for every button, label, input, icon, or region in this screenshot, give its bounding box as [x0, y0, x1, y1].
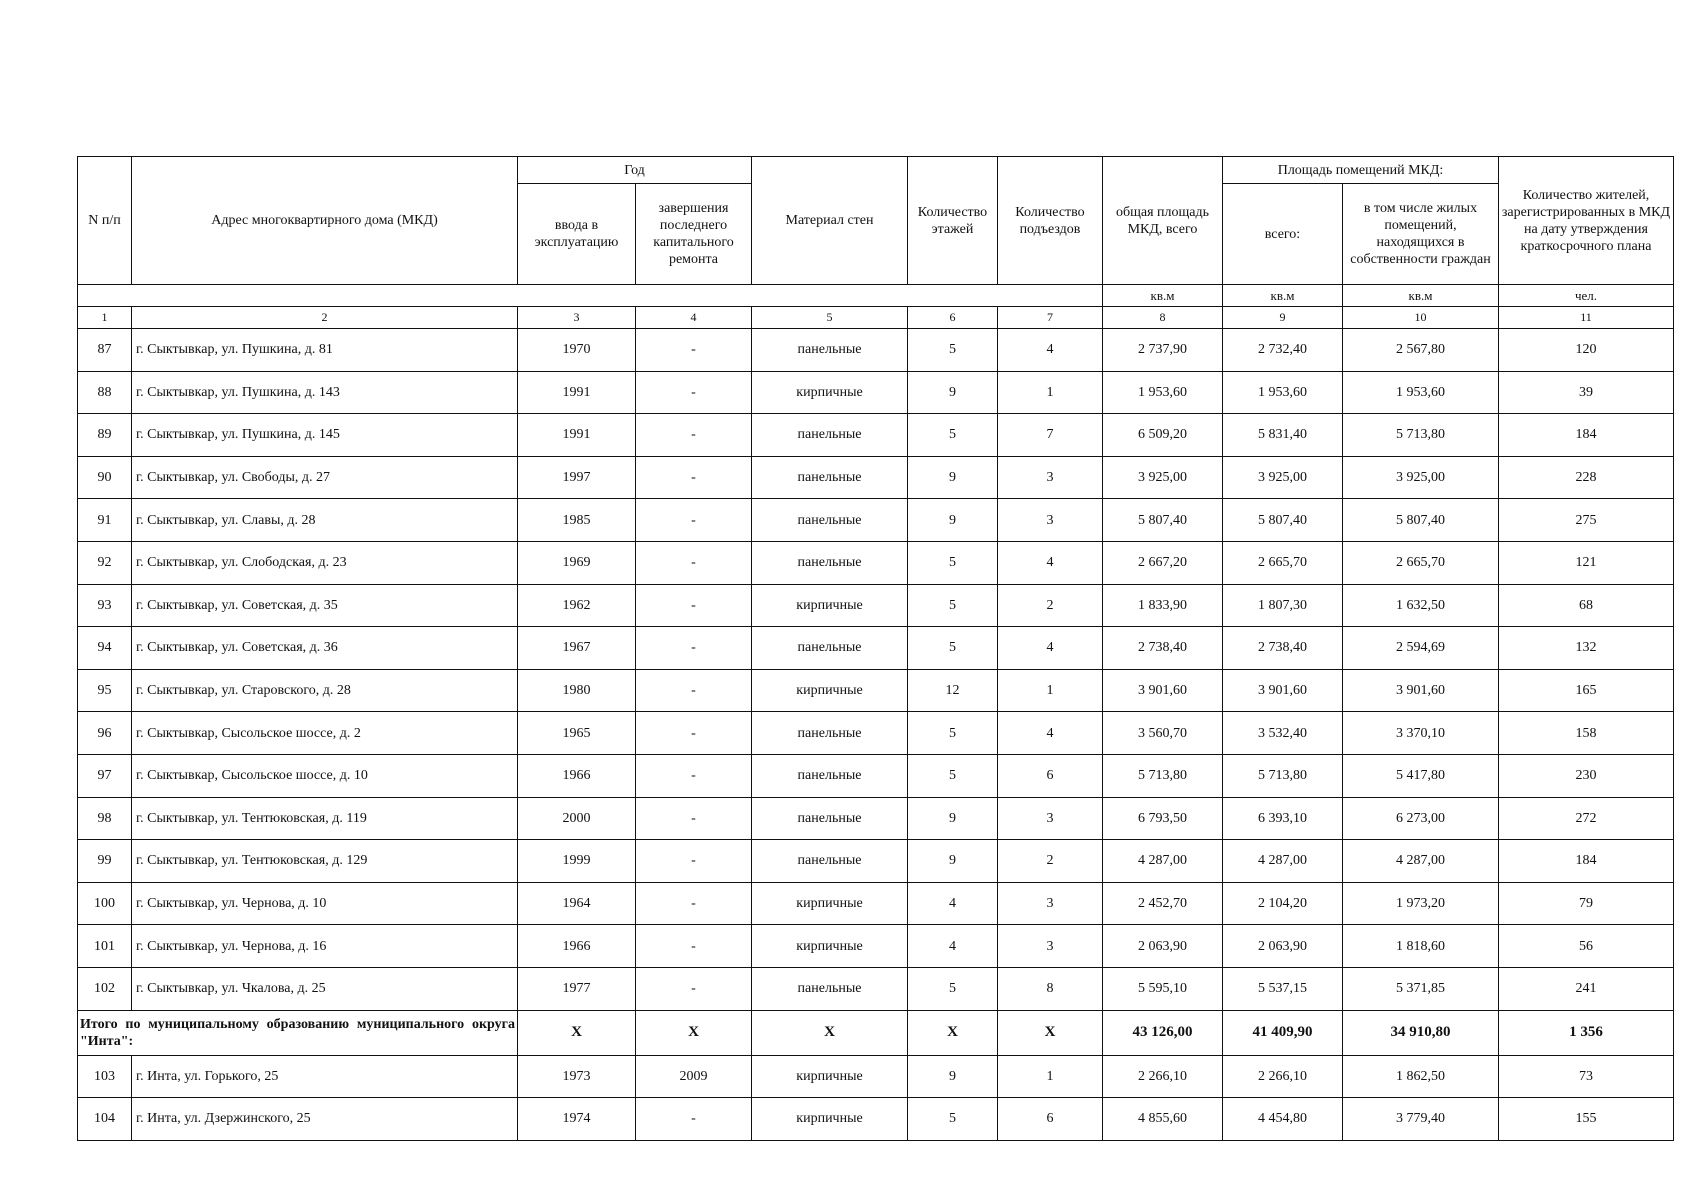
- cell-address: г. Сыктывкар, ул. Советская, д. 35: [132, 584, 518, 627]
- cell-address: г. Сыктывкар, ул. Пушкина, д. 143: [132, 371, 518, 414]
- cell-floors: 4: [908, 925, 998, 968]
- cell-wall-material: кирпичные: [752, 371, 908, 414]
- column-number: 1: [78, 307, 132, 329]
- cell-floors: 9: [908, 371, 998, 414]
- total-value: 34 910,80: [1343, 1010, 1499, 1055]
- cell-entrances: 1: [998, 371, 1103, 414]
- cell-year-repair: -: [636, 456, 752, 499]
- cell-entrances: 3: [998, 797, 1103, 840]
- cell-year-commission: 1965: [518, 712, 636, 755]
- cell-year-commission: 1970: [518, 329, 636, 372]
- cell-year-repair: -: [636, 925, 752, 968]
- cell-premises-living: 3 779,40: [1343, 1098, 1499, 1141]
- cell-wall-material: кирпичные: [752, 925, 908, 968]
- header-entrances: Количество подъездов: [998, 157, 1103, 285]
- cell-total-area: 2 667,20: [1103, 541, 1223, 584]
- cell-premises-living: 1 818,60: [1343, 925, 1499, 968]
- cell-address: г. Сыктывкар, ул. Старовского, д. 28: [132, 669, 518, 712]
- cell-premises-total: 5 831,40: [1223, 414, 1343, 457]
- cell-residents: 39: [1499, 371, 1674, 414]
- cell-entrances: 1: [998, 669, 1103, 712]
- cell-num: 89: [78, 414, 132, 457]
- cell-premises-total: 1 807,30: [1223, 584, 1343, 627]
- cell-total-area: 4 855,60: [1103, 1098, 1223, 1141]
- cell-residents: 272: [1499, 797, 1674, 840]
- table-row: [78, 840, 1674, 883]
- cell-address: г. Сыктывкар, ул. Тентюковская, д. 119: [132, 797, 518, 840]
- header-residents: Количество жителей, зарегистрированных в МКД на дату утверждения краткосрочного плана: [1499, 157, 1674, 285]
- cell-wall-material: панельные: [752, 967, 908, 1010]
- cell-year-repair: -: [636, 797, 752, 840]
- cell-premises-total: 5 713,80: [1223, 754, 1343, 797]
- cell-wall-material: панельные: [752, 797, 908, 840]
- cell-num: 96: [78, 712, 132, 755]
- cell-address: г. Сыктывкар, ул. Славы, д. 28: [132, 499, 518, 542]
- table-row: [78, 967, 1674, 1010]
- cell-year-commission: 1962: [518, 584, 636, 627]
- cell-residents: 230: [1499, 754, 1674, 797]
- cell-num: 93: [78, 584, 132, 627]
- table-row: [78, 371, 1674, 414]
- cell-entrances: 4: [998, 627, 1103, 670]
- cell-total-area: 2 063,90: [1103, 925, 1223, 968]
- cell-year-repair: -: [636, 499, 752, 542]
- header-total-area: общая площадь МКД, всего: [1103, 157, 1223, 285]
- cell-num: 92: [78, 541, 132, 584]
- cell-premises-living: 3 901,60: [1343, 669, 1499, 712]
- cell-num: 94: [78, 627, 132, 670]
- cell-premises-total: 2 665,70: [1223, 541, 1343, 584]
- cell-residents: 165: [1499, 669, 1674, 712]
- column-number: 11: [1499, 307, 1674, 329]
- cell-year-commission: 1999: [518, 840, 636, 883]
- cell-premises-total: 5 537,15: [1223, 967, 1343, 1010]
- cell-year-commission: 1985: [518, 499, 636, 542]
- cell-year-repair: -: [636, 1098, 752, 1141]
- total-value: 1 356: [1499, 1010, 1674, 1055]
- cell-address: г. Сыктывкар, ул. Пушкина, д. 81: [132, 329, 518, 372]
- cell-year-commission: 1980: [518, 669, 636, 712]
- cell-residents: 158: [1499, 712, 1674, 755]
- cell-entrances: 3: [998, 456, 1103, 499]
- cell-premises-living: 1 632,50: [1343, 584, 1499, 627]
- cell-premises-living: 2 665,70: [1343, 541, 1499, 584]
- cell-year-commission: 1991: [518, 371, 636, 414]
- column-number: 7: [998, 307, 1103, 329]
- column-number: 8: [1103, 307, 1223, 329]
- column-number: 2: [132, 307, 518, 329]
- cell-floors: 9: [908, 499, 998, 542]
- header-premises-group: Площадь помещений МКД:: [1223, 157, 1499, 184]
- cell-floors: 5: [908, 541, 998, 584]
- cell-year-commission: 1966: [518, 754, 636, 797]
- cell-entrances: 7: [998, 414, 1103, 457]
- cell-premises-total: 6 393,10: [1223, 797, 1343, 840]
- cell-entrances: 2: [998, 840, 1103, 883]
- cell-total-area: 4 287,00: [1103, 840, 1223, 883]
- cell-total-area: 3 901,60: [1103, 669, 1223, 712]
- cell-total-area: 6 509,20: [1103, 414, 1223, 457]
- cell-premises-living: 5 713,80: [1343, 414, 1499, 457]
- cell-year-repair: -: [636, 541, 752, 584]
- cell-num: 87: [78, 329, 132, 372]
- cell-wall-material: кирпичные: [752, 1055, 908, 1098]
- total-value: 41 409,90: [1223, 1010, 1343, 1055]
- cell-year-commission: 1997: [518, 456, 636, 499]
- cell-address: г. Сыктывкар, ул. Чкалова, д. 25: [132, 967, 518, 1010]
- cell-premises-total: 1 953,60: [1223, 371, 1343, 414]
- cell-wall-material: кирпичные: [752, 584, 908, 627]
- cell-premises-total: 2 104,20: [1223, 882, 1343, 925]
- cell-total-area: 3 560,70: [1103, 712, 1223, 755]
- column-number: 5: [752, 307, 908, 329]
- cell-total-area: 2 738,40: [1103, 627, 1223, 670]
- cell-total-area: 5 595,10: [1103, 967, 1223, 1010]
- header-address: Адрес многоквартирного дома (МКД): [132, 157, 518, 285]
- cell-floors: 4: [908, 882, 998, 925]
- cell-wall-material: панельные: [752, 456, 908, 499]
- cell-address: г. Сыктывкар, Сысольское шоссе, д. 10: [132, 754, 518, 797]
- cell-premises-living: 3 370,10: [1343, 712, 1499, 755]
- cell-premises-living: 4 287,00: [1343, 840, 1499, 883]
- cell-year-commission: 1973: [518, 1055, 636, 1098]
- table-row: [78, 925, 1674, 968]
- cell-residents: 228: [1499, 456, 1674, 499]
- cell-address: г. Сыктывкар, Сысольское шоссе, д. 2: [132, 712, 518, 755]
- cell-premises-total: 2 266,10: [1223, 1055, 1343, 1098]
- cell-address: г. Сыктывкар, ул. Пушкина, д. 145: [132, 414, 518, 457]
- column-number: 9: [1223, 307, 1343, 329]
- unit-premises-total: кв.м: [1223, 285, 1343, 307]
- table-row: [78, 541, 1674, 584]
- header-year-repair: завершения последнего капитального ремонта: [636, 184, 752, 285]
- cell-residents: 241: [1499, 967, 1674, 1010]
- cell-year-repair: -: [636, 627, 752, 670]
- table-row: [78, 754, 1674, 797]
- cell-premises-living: 5 417,80: [1343, 754, 1499, 797]
- cell-premises-living: 2 567,80: [1343, 329, 1499, 372]
- cell-num: 100: [78, 882, 132, 925]
- cell-premises-living: 1 862,50: [1343, 1055, 1499, 1098]
- total-value: X: [636, 1010, 752, 1055]
- cell-premises-living: 1 973,20: [1343, 882, 1499, 925]
- cell-wall-material: панельные: [752, 329, 908, 372]
- cell-num: 104: [78, 1098, 132, 1141]
- cell-floors: 5: [908, 1098, 998, 1141]
- cell-year-repair: -: [636, 882, 752, 925]
- cell-total-area: 1 833,90: [1103, 584, 1223, 627]
- cell-address: г. Сыктывкар, ул. Чернова, д. 10: [132, 882, 518, 925]
- cell-wall-material: кирпичные: [752, 669, 908, 712]
- cell-premises-total: 2 063,90: [1223, 925, 1343, 968]
- cell-total-area: 2 737,90: [1103, 329, 1223, 372]
- cell-num: 99: [78, 840, 132, 883]
- cell-total-area: 5 807,40: [1103, 499, 1223, 542]
- cell-year-commission: 1991: [518, 414, 636, 457]
- cell-floors: 12: [908, 669, 998, 712]
- cell-residents: 184: [1499, 414, 1674, 457]
- cell-premises-living: 5 807,40: [1343, 499, 1499, 542]
- cell-year-commission: 1967: [518, 627, 636, 670]
- cell-wall-material: кирпичные: [752, 1098, 908, 1141]
- cell-residents: 79: [1499, 882, 1674, 925]
- cell-total-area: 2 266,10: [1103, 1055, 1223, 1098]
- table-row: [78, 797, 1674, 840]
- cell-total-area: 2 452,70: [1103, 882, 1223, 925]
- cell-num: 90: [78, 456, 132, 499]
- cell-floors: 9: [908, 797, 998, 840]
- cell-residents: 68: [1499, 584, 1674, 627]
- cell-premises-living: 3 925,00: [1343, 456, 1499, 499]
- cell-year-commission: 1977: [518, 967, 636, 1010]
- cell-num: 102: [78, 967, 132, 1010]
- cell-entrances: 4: [998, 712, 1103, 755]
- cell-year-repair: -: [636, 329, 752, 372]
- table-body: [78, 329, 1674, 1141]
- cell-address: г. Сыктывкар, ул. Свободы, д. 27: [132, 456, 518, 499]
- column-numbers-row: [78, 307, 1674, 329]
- table-row: [78, 712, 1674, 755]
- cell-wall-material: панельные: [752, 840, 908, 883]
- cell-entrances: 4: [998, 541, 1103, 584]
- cell-residents: 73: [1499, 1055, 1674, 1098]
- cell-entrances: 8: [998, 967, 1103, 1010]
- cell-wall-material: панельные: [752, 541, 908, 584]
- cell-address: г. Сыктывкар, ул. Слободская, д. 23: [132, 541, 518, 584]
- table-row: [78, 1098, 1674, 1141]
- housing-table: [77, 156, 1674, 1141]
- header-year-group: Год: [518, 157, 752, 184]
- cell-wall-material: панельные: [752, 499, 908, 542]
- cell-entrances: 3: [998, 925, 1103, 968]
- cell-premises-total: 2 732,40: [1223, 329, 1343, 372]
- cell-floors: 5: [908, 754, 998, 797]
- cell-address: г. Инта, ул. Дзержинского, 25: [132, 1098, 518, 1141]
- total-value: X: [908, 1010, 998, 1055]
- column-number: 3: [518, 307, 636, 329]
- cell-num: 95: [78, 669, 132, 712]
- cell-floors: 5: [908, 627, 998, 670]
- cell-premises-living: 6 273,00: [1343, 797, 1499, 840]
- cell-premises-living: 2 594,69: [1343, 627, 1499, 670]
- unit-residents: чел.: [1499, 285, 1674, 307]
- cell-premises-total: 4 454,80: [1223, 1098, 1343, 1141]
- cell-total-area: 6 793,50: [1103, 797, 1223, 840]
- cell-wall-material: панельные: [752, 627, 908, 670]
- cell-floors: 9: [908, 456, 998, 499]
- cell-floors: 9: [908, 840, 998, 883]
- total-value: X: [752, 1010, 908, 1055]
- units-row: [78, 285, 1674, 307]
- total-value: X: [998, 1010, 1103, 1055]
- cell-premises-total: 3 532,40: [1223, 712, 1343, 755]
- cell-num: 88: [78, 371, 132, 414]
- table-row: [78, 627, 1674, 670]
- unit-premises-living: кв.м: [1343, 285, 1499, 307]
- cell-year-commission: 1964: [518, 882, 636, 925]
- cell-floors: 9: [908, 1055, 998, 1098]
- header-premises-total: всего:: [1223, 184, 1343, 285]
- cell-total-area: 1 953,60: [1103, 371, 1223, 414]
- cell-year-commission: 1969: [518, 541, 636, 584]
- cell-year-repair: -: [636, 584, 752, 627]
- cell-premises-total: 3 901,60: [1223, 669, 1343, 712]
- header-floors: Количество этажей: [908, 157, 998, 285]
- cell-premises-total: 5 807,40: [1223, 499, 1343, 542]
- header-year-commission: ввода в эксплуатацию: [518, 184, 636, 285]
- cell-year-repair: -: [636, 754, 752, 797]
- cell-year-commission: 2000: [518, 797, 636, 840]
- cell-num: 97: [78, 754, 132, 797]
- cell-entrances: 3: [998, 499, 1103, 542]
- cell-premises-total: 3 925,00: [1223, 456, 1343, 499]
- cell-num: 101: [78, 925, 132, 968]
- cell-year-repair: -: [636, 669, 752, 712]
- cell-floors: 5: [908, 329, 998, 372]
- column-number: 4: [636, 307, 752, 329]
- table-row: [78, 329, 1674, 372]
- table-row: [78, 499, 1674, 542]
- cell-floors: 5: [908, 584, 998, 627]
- cell-premises-total: 2 738,40: [1223, 627, 1343, 670]
- table-row: [78, 882, 1674, 925]
- column-number: 6: [908, 307, 998, 329]
- cell-total-area: 5 713,80: [1103, 754, 1223, 797]
- cell-year-repair: -: [636, 712, 752, 755]
- cell-entrances: 6: [998, 754, 1103, 797]
- cell-year-repair: -: [636, 840, 752, 883]
- cell-floors: 5: [908, 967, 998, 1010]
- cell-floors: 5: [908, 414, 998, 457]
- cell-residents: 121: [1499, 541, 1674, 584]
- table-row: [78, 456, 1674, 499]
- table-row: [78, 584, 1674, 627]
- cell-residents: 275: [1499, 499, 1674, 542]
- cell-entrances: 2: [998, 584, 1103, 627]
- cell-wall-material: кирпичные: [752, 882, 908, 925]
- cell-total-area: 3 925,00: [1103, 456, 1223, 499]
- cell-year-repair: -: [636, 371, 752, 414]
- total-value: 43 126,00: [1103, 1010, 1223, 1055]
- cell-address: г. Сыктывкар, ул. Советская, д. 36: [132, 627, 518, 670]
- cell-entrances: 4: [998, 329, 1103, 372]
- cell-entrances: 3: [998, 882, 1103, 925]
- cell-address: г. Сыктывкар, ул. Чернова, д. 16: [132, 925, 518, 968]
- cell-residents: 155: [1499, 1098, 1674, 1141]
- cell-wall-material: панельные: [752, 712, 908, 755]
- cell-address: г. Инта, ул. Горького, 25: [132, 1055, 518, 1098]
- cell-year-repair: 2009: [636, 1055, 752, 1098]
- column-number: 10: [1343, 307, 1499, 329]
- cell-wall-material: панельные: [752, 414, 908, 457]
- cell-premises-total: 4 287,00: [1223, 840, 1343, 883]
- table-row: [78, 1055, 1674, 1098]
- cell-residents: 56: [1499, 925, 1674, 968]
- header-num: N п/п: [78, 157, 132, 285]
- cell-year-repair: -: [636, 967, 752, 1010]
- cell-premises-living: 5 371,85: [1343, 967, 1499, 1010]
- cell-num: 91: [78, 499, 132, 542]
- cell-floors: 5: [908, 712, 998, 755]
- total-row: [78, 1010, 1674, 1055]
- cell-premises-living: 1 953,60: [1343, 371, 1499, 414]
- header-premises-living-owned: в том числе жилых помещений, находящихся в собственности граждан: [1343, 184, 1499, 285]
- units-spacer: [78, 285, 1103, 307]
- cell-year-repair: -: [636, 414, 752, 457]
- total-label: Итого по муниципальному образованию муниципального округа "Инта":: [78, 1010, 518, 1055]
- cell-year-commission: 1974: [518, 1098, 636, 1141]
- cell-address: г. Сыктывкар, ул. Тентюковская, д. 129: [132, 840, 518, 883]
- table-row: [78, 414, 1674, 457]
- header-wall-material: Материал стен: [752, 157, 908, 285]
- cell-year-commission: 1966: [518, 925, 636, 968]
- cell-residents: 120: [1499, 329, 1674, 372]
- total-value: X: [518, 1010, 636, 1055]
- cell-residents: 184: [1499, 840, 1674, 883]
- cell-residents: 132: [1499, 627, 1674, 670]
- cell-entrances: 6: [998, 1098, 1103, 1141]
- table-row: [78, 669, 1674, 712]
- cell-entrances: 1: [998, 1055, 1103, 1098]
- cell-wall-material: панельные: [752, 754, 908, 797]
- cell-num: 103: [78, 1055, 132, 1098]
- unit-total-area: кв.м: [1103, 285, 1223, 307]
- cell-num: 98: [78, 797, 132, 840]
- table-header: [78, 157, 1674, 329]
